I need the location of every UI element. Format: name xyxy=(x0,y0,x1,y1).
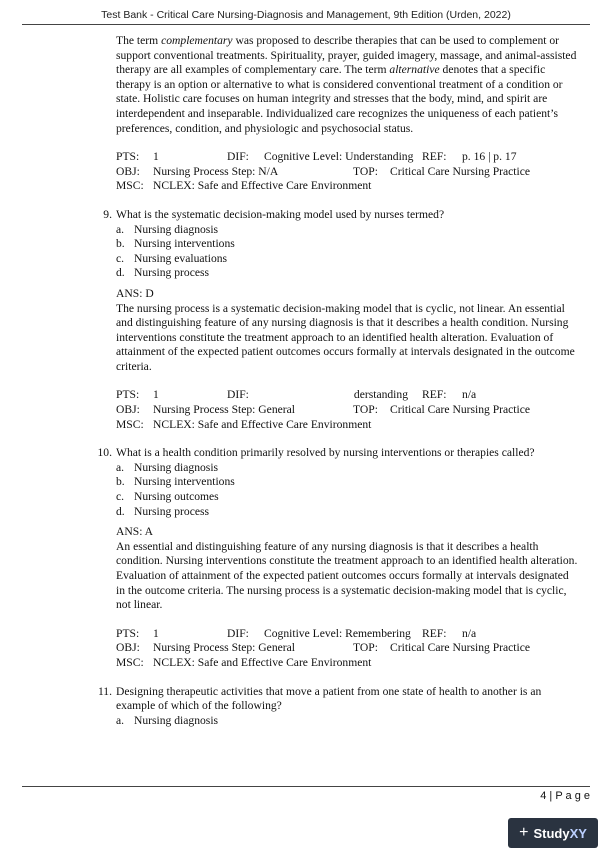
ref-label: REF: xyxy=(422,388,447,402)
ref-label: REF: xyxy=(422,626,447,640)
meta-block-8 xyxy=(116,150,580,194)
question-text: Designing therapeutic activities that move a patient from one state of health to another is an example of which of the following? xyxy=(116,684,542,713)
ref-value: n/a xyxy=(462,388,477,402)
ref-value: p. 16 | p. 17 xyxy=(462,150,517,164)
dif-label: DIF: xyxy=(227,626,249,640)
brand-name-study: Study xyxy=(533,825,570,841)
answer-key: ANS: A xyxy=(116,525,154,539)
pts-value: 1 xyxy=(153,150,159,164)
dif-value: Cognitive Level: Understanding xyxy=(264,150,414,164)
choice-item: d. Nursing process xyxy=(116,266,210,280)
brand-name-xy: XY xyxy=(569,825,587,841)
intro-rationale xyxy=(116,34,580,136)
obj-value: Nursing Process Step: General xyxy=(153,641,295,655)
top-value: Critical Care Nursing Practice xyxy=(390,403,531,417)
obj-label: OBJ: xyxy=(116,164,140,178)
question-number: 10. xyxy=(97,446,112,460)
msc-label: MSC: xyxy=(116,179,144,193)
top-label: TOP: xyxy=(353,641,378,655)
page-content xyxy=(97,34,580,728)
question-10 xyxy=(97,446,580,613)
question-11 xyxy=(97,684,580,729)
msc-value: NCLEX: Safe and Effective Care Environment xyxy=(153,179,372,193)
msc-value: NCLEX: Safe and Effective Care Environment xyxy=(153,417,372,431)
question-9 xyxy=(103,207,580,375)
pts-label: PTS: xyxy=(116,388,140,402)
choice-item: b. Nursing interventions xyxy=(116,475,235,489)
pts-label: PTS: xyxy=(116,150,140,164)
answer-key: ANS: D xyxy=(116,286,154,300)
top-label: TOP: xyxy=(353,164,378,178)
pts-value: 1 xyxy=(153,388,159,402)
plus-icon: + xyxy=(519,824,529,841)
question-text: What is a health condition primarily resolved by nursing interventions or therapies called? xyxy=(116,446,535,460)
ref-label: REF: xyxy=(422,150,447,164)
intro-text-2: was proposed to describe therapies that can be used to complement or support conventional treatments. Spirituality, prayer, guided imagery, massage, and animal-assisted therapy are all examples of complementary care. The term xyxy=(116,34,577,77)
intro-em-alternative: alternative xyxy=(389,63,440,77)
dif-label: DIF: xyxy=(227,388,249,402)
meta-block-9 xyxy=(116,388,580,432)
intro-text-1: The term xyxy=(116,34,162,47)
top-label: TOP: xyxy=(353,403,378,417)
ref-value: n/a xyxy=(462,626,477,640)
pts-value: 1 xyxy=(153,626,159,640)
pts-label: PTS: xyxy=(116,626,140,640)
dif-label: DIF: xyxy=(227,150,249,164)
dif-value: Cognitive Level: Remembering xyxy=(264,626,411,640)
choice-item: a. Nursing diagnosis xyxy=(116,222,219,236)
choice-item: a. Nursing diagnosis xyxy=(116,713,219,727)
msc-label: MSC: xyxy=(116,655,144,669)
answer-rationale: An essential and distinguishing feature of any nursing diagnosis is that it describes a health condition. Nursing interventions constitute the treatment approach to an identified health alteration. Evaluation of attainment of the expected patient outcomes occurs formally at intervals designated in the outcome criteria. The nursing process is a systematic decision-making model that is cyclic, not linear. xyxy=(116,539,578,612)
msc-value: NCLEX: Safe and Effective Care Environment xyxy=(153,655,372,669)
obj-value: Nursing Process Step: General xyxy=(153,403,295,417)
studyxy-badge[interactable] xyxy=(508,818,598,848)
choice-item: d. Nursing process xyxy=(116,504,210,518)
header-divider xyxy=(22,24,590,25)
page-number: 4 | P a g e xyxy=(540,790,590,802)
obj-label: OBJ: xyxy=(116,641,140,655)
footer-divider xyxy=(22,786,590,787)
choice-item: b. Nursing interventions xyxy=(116,237,235,251)
meta-block-10 xyxy=(116,627,580,671)
choice-item: a. Nursing diagnosis xyxy=(116,460,219,474)
intro-text-3: denotes that a specific therapy is an option or alternative to what is considered conventional treatment of a condition or state. Holistic care focuses on human integrity and stresses that the body, mind, and spirit are interdependent and inseparable. Individualized care recognizes the uniqueness of each patient’s preferences, condition, and physiologic and psychosocial status. xyxy=(116,63,563,135)
choice-list xyxy=(116,461,580,519)
choice-list xyxy=(116,223,580,281)
choice-item: c. Nursing outcomes xyxy=(116,490,219,504)
intro-em-complementary: complementary xyxy=(161,34,233,47)
choice-list xyxy=(116,714,580,729)
top-value: Critical Care Nursing Practice xyxy=(390,164,531,178)
dif-value: derstanding xyxy=(353,388,408,402)
question-number: 9. xyxy=(103,207,112,221)
question-number: 11. xyxy=(97,684,112,698)
question-text: What is the systematic decision-making model used by nurses termed? xyxy=(116,207,445,221)
answer-rationale: The nursing process is a systematic decision-making model that is cyclic, not linear. An essential and distinguishing feature of any nursing diagnosis is that it describes a health condition. Nursing interventions constitute the treatment approach to an identified health alteration. Evaluation of attainment of the expected patient outcomes occurs formally at intervals designated in the outcome criteria. xyxy=(116,301,575,373)
msc-label: MSC: xyxy=(116,417,144,431)
obj-label: OBJ: xyxy=(116,403,140,417)
obj-value: Nursing Process Step: N/A xyxy=(153,164,279,178)
top-value: Critical Care Nursing Practice xyxy=(390,641,531,655)
document-header: Test Bank - Critical Care Nursing-Diagnosis and Management, 9th Edition (Urden, 2022) xyxy=(101,9,511,21)
choice-item: c. Nursing evaluations xyxy=(116,251,228,265)
